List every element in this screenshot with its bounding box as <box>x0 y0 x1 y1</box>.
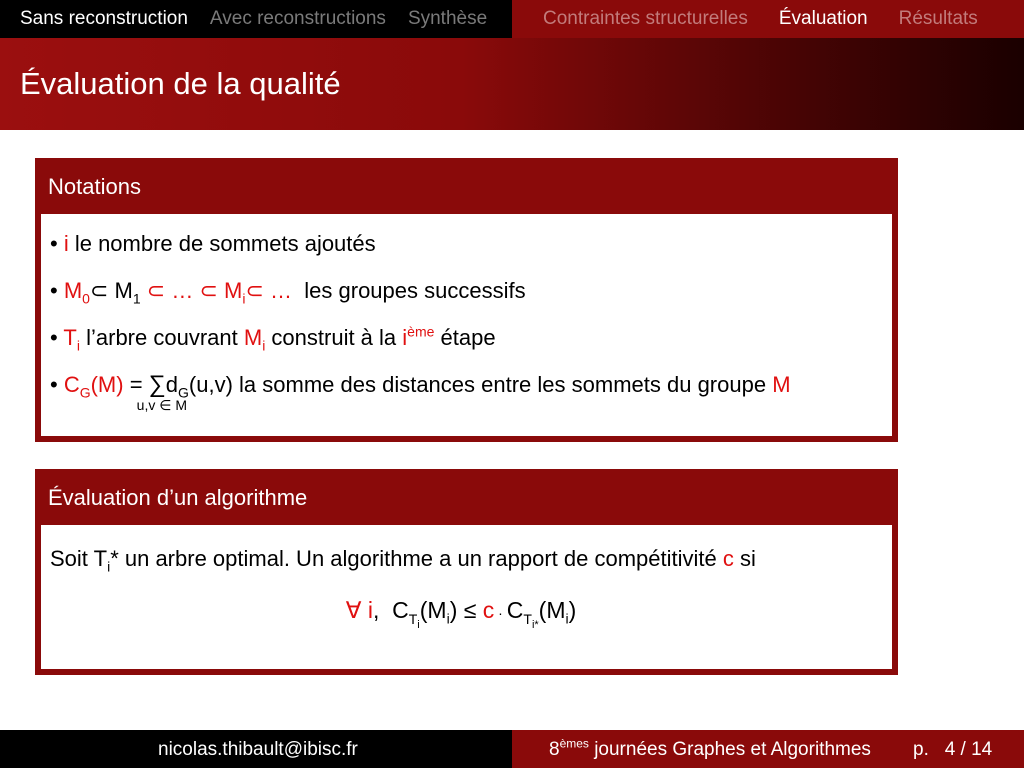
nav-right-section <box>512 0 1024 38</box>
var-i: i <box>63 231 69 256</box>
nav-contraintes-structurelles[interactable]: Contraintes structurelles <box>543 8 748 29</box>
subset-symbol: ⊂ <box>146 278 166 303</box>
subset-symbol: ⊂ <box>89 278 109 303</box>
notation-line-1: • i le nombre de sommets ajoutés <box>50 231 376 256</box>
m0-symbol: $M_0$ <box>63 278 90 307</box>
nav-avec-reconstructions[interactable]: Avec reconstructions <box>209 8 386 29</box>
footer-email[interactable]: nicolas.thibault@ibisc.fr <box>158 739 358 760</box>
subset-symbol: ⊂ <box>245 278 264 303</box>
sum-operator: ∑ u,v ∈ M <box>136 371 187 413</box>
competitive-ratio-formula: ∀ i, $C_{T_i}(M_i) \le c \cdot C_{T_{i*}}(M_i)$ <box>345 597 577 631</box>
ti-symbol: $T_i$ <box>63 325 80 354</box>
ellipsis: … <box>171 278 194 303</box>
page-title: Évaluation de la qualité <box>20 66 341 101</box>
notation-line-1-text: le nombre de sommets ajoutés <box>68 231 376 256</box>
footer-left <box>0 730 512 768</box>
evaluation-block-title: Évaluation d’un algorithme <box>48 485 308 510</box>
subset-symbol: ⊂ <box>199 278 218 303</box>
ratio-c: c <box>722 546 734 571</box>
notations-block-body <box>41 214 892 436</box>
footer-conference: 8èmes journées Graphes et Algorithmes <box>549 736 871 760</box>
sum-limit: u,v ∈ M <box>136 397 187 413</box>
footer <box>0 730 1024 768</box>
notations-block <box>35 158 898 442</box>
top-navigation <box>0 0 1024 38</box>
evaluation-statement: Soit $T_i*$ un arbre optimal. Un algorithme a un rapport de compétitivité c si <box>50 546 756 575</box>
evaluation-block <box>35 469 898 675</box>
nav-resultats[interactable]: Résultats <box>898 8 978 29</box>
footer-page-number: p. 4 / 14 <box>913 739 993 760</box>
footer-right <box>512 730 1024 768</box>
ieme-symbol: $i^{ème}$ <box>402 323 435 350</box>
notation-line-3: • $T_i$ l’arbre couvrant $M_i$ construit à la $i^{ème}$ étape <box>50 323 496 354</box>
nav-synthese[interactable]: Synthèse <box>407 8 488 29</box>
ellipsis: … <box>270 278 293 303</box>
notation-line-4: • $C_G(M)$ = ∑ u,v ∈ M $d_G(u,v)$ la somme des distances entre les sommets du groupe M <box>50 371 791 413</box>
nav-left-section <box>0 0 512 38</box>
notation-line-2-text: les groupes successifs <box>304 278 526 303</box>
title-banner <box>0 38 1024 130</box>
nav-sans-reconstruction[interactable]: Sans reconstruction <box>20 8 188 29</box>
dg-symbol: $d_G(u,v)$ <box>165 372 233 401</box>
nav-evaluation[interactable]: Évaluation <box>778 8 868 29</box>
forall-symbol: ∀ <box>345 597 362 623</box>
notation-line-2: • $M_0\subset$ $M_1$ ⊂ … ⊂ $M_i\subset$ … les groupes successifs <box>50 278 526 307</box>
mi-symbol: $M_i$ <box>243 325 266 354</box>
leq-symbol: ≤ <box>463 597 483 623</box>
m1-symbol: $M_1$ <box>114 278 141 307</box>
evaluation-block-body <box>41 525 892 669</box>
notations-block-title: Notations <box>48 174 141 199</box>
group-m-symbol: M <box>772 372 791 397</box>
cg-symbol: $C_G(M)$ <box>63 372 124 401</box>
mi-symbol: $M_i$ <box>224 278 246 307</box>
